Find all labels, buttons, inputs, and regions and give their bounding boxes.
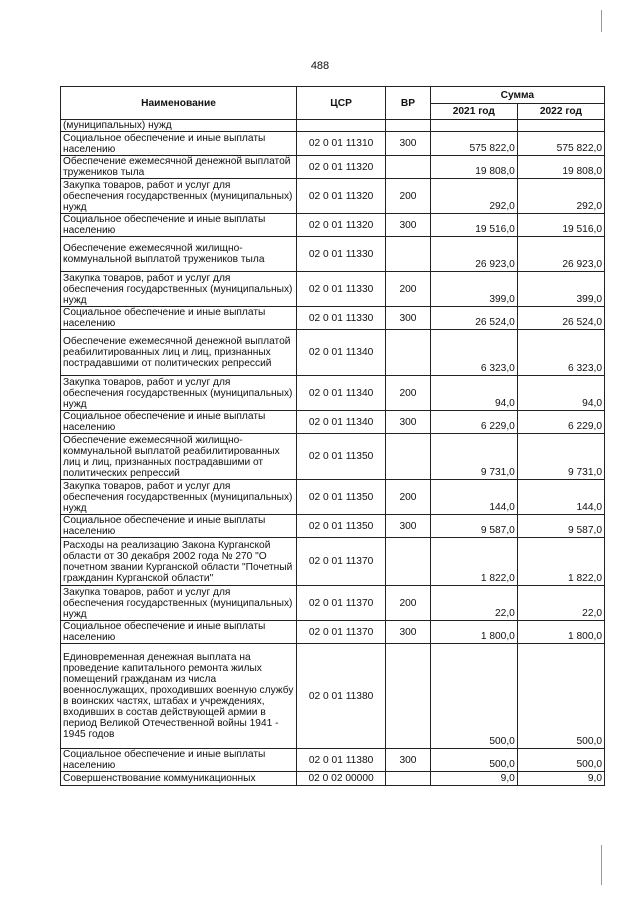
row-csr-cell: 02 0 01 11320 (297, 156, 386, 179)
budget-table (60, 86, 605, 786)
row-vr-cell (386, 772, 431, 786)
row-name-cell: Обеспечение ежемесячной жилищно-коммунальной выплатой реабилитированных лиц и лиц, признанных пострадавшими от политических репрессий (61, 434, 297, 480)
row-2022-cell: 1 800,0 (517, 621, 604, 644)
row-2021-cell: 26 524,0 (430, 307, 517, 330)
row-2021-cell: 6 323,0 (430, 330, 517, 376)
row-2021-cell: 26 923,0 (430, 237, 517, 272)
table-header (61, 87, 605, 120)
row-csr-cell: 02 0 01 11350 (297, 515, 386, 538)
table-row (61, 307, 605, 330)
table-row (61, 132, 605, 156)
row-csr-cell: 02 0 01 11340 (297, 411, 386, 434)
row-csr-cell: 02 0 01 11380 (297, 644, 386, 749)
row-2021-cell: 500,0 (430, 644, 517, 749)
row-2022-cell: 9,0 (517, 772, 604, 786)
header-sum: Сумма (430, 87, 604, 104)
row-name-cell: Обеспечение ежемесячной денежной выплатой тружеников тыла (61, 156, 297, 179)
row-vr-cell: 200 (386, 179, 431, 214)
row-csr-cell: 02 0 01 11320 (297, 214, 386, 237)
row-2022-cell: 6 229,0 (517, 411, 604, 434)
row-csr-cell (297, 120, 386, 132)
row-vr-cell: 200 (386, 376, 431, 411)
row-vr-cell (386, 120, 431, 132)
row-csr-cell: 02 0 02 00000 (297, 772, 386, 786)
header-vr: ВР (386, 87, 431, 120)
row-2022-cell: 19 516,0 (517, 214, 604, 237)
row-2021-cell: 575 822,0 (430, 132, 517, 156)
table-row (61, 214, 605, 237)
row-2021-cell: 9 731,0 (430, 434, 517, 480)
row-vr-cell (386, 434, 431, 480)
row-csr-cell: 02 0 01 11330 (297, 307, 386, 330)
row-vr-cell (386, 330, 431, 376)
row-csr-cell: 02 0 01 11330 (297, 237, 386, 272)
row-2021-cell: 144,0 (430, 480, 517, 515)
row-2021-cell: 500,0 (430, 749, 517, 772)
row-2022-cell: 144,0 (517, 480, 604, 515)
row-2021-cell: 94,0 (430, 376, 517, 411)
table-row (61, 538, 605, 586)
row-2021-cell (430, 120, 517, 132)
table-row (61, 120, 605, 132)
row-2022-cell: 292,0 (517, 179, 604, 214)
row-vr-cell: 200 (386, 272, 431, 307)
row-vr-cell: 300 (386, 749, 431, 772)
row-csr-cell: 02 0 01 11340 (297, 376, 386, 411)
row-csr-cell: 02 0 01 11370 (297, 586, 386, 621)
table-row (61, 586, 605, 621)
table-body (61, 120, 605, 786)
row-2022-cell: 94,0 (517, 376, 604, 411)
budget-table-wrapper (60, 86, 605, 786)
row-vr-cell (386, 156, 431, 179)
row-2022-cell: 26 524,0 (517, 307, 604, 330)
row-2021-cell: 292,0 (430, 179, 517, 214)
row-csr-cell: 02 0 01 11370 (297, 621, 386, 644)
row-csr-cell: 02 0 01 11330 (297, 272, 386, 307)
row-csr-cell: 02 0 01 11350 (297, 434, 386, 480)
row-name-cell: Закупка товаров, работ и услуг для обеспечения государственных (муниципальных) нужд (61, 480, 297, 515)
row-vr-cell (386, 644, 431, 749)
row-vr-cell: 200 (386, 480, 431, 515)
table-row (61, 272, 605, 307)
row-vr-cell (386, 538, 431, 586)
row-2021-cell: 22,0 (430, 586, 517, 621)
row-vr-cell: 300 (386, 307, 431, 330)
row-2022-cell: 500,0 (517, 644, 604, 749)
row-csr-cell: 02 0 01 11320 (297, 179, 386, 214)
row-name-cell: Совершенствование коммуникационных (61, 772, 297, 786)
table-row (61, 480, 605, 515)
row-2021-cell: 1 822,0 (430, 538, 517, 586)
row-2022-cell: 26 923,0 (517, 237, 604, 272)
page-number: 488 (310, 60, 330, 72)
table-row (61, 621, 605, 644)
row-vr-cell: 300 (386, 621, 431, 644)
header-csr: ЦСР (297, 87, 386, 120)
table-row (61, 179, 605, 214)
row-name-cell: (муниципальных) нужд (61, 120, 297, 132)
row-vr-cell (386, 237, 431, 272)
scan-edge-mark (601, 845, 602, 885)
row-name-cell: Социальное обеспечение и иные выплаты населению (61, 749, 297, 772)
table-row (61, 434, 605, 480)
row-name-cell: Социальное обеспечение и иные выплаты населению (61, 307, 297, 330)
row-name-cell: Социальное обеспечение и иные выплаты населению (61, 132, 297, 156)
row-vr-cell: 300 (386, 132, 431, 156)
row-2022-cell (517, 120, 604, 132)
row-2022-cell: 6 323,0 (517, 330, 604, 376)
header-2021: 2021 год (430, 104, 517, 120)
row-2022-cell: 9 587,0 (517, 515, 604, 538)
table-row (61, 515, 605, 538)
row-csr-cell: 02 0 01 11370 (297, 538, 386, 586)
row-csr-cell: 02 0 01 11310 (297, 132, 386, 156)
row-name-cell: Обеспечение ежемесячной жилищно-коммунальной выплатой тружеников тыла (61, 237, 297, 272)
table-row (61, 644, 605, 749)
row-name-cell: Единовременная денежная выплата на проведение капитального ремонта жилых помещений гражданам из числа военнослужащих, проходивших военную службу в воинских частях, штабах и учреждениях, входивших в состав действующей армии в период Великой Отечественной войны 1941 - 1945 годов (61, 644, 297, 749)
row-2022-cell: 22,0 (517, 586, 604, 621)
row-name-cell: Социальное обеспечение и иные выплаты населению (61, 411, 297, 434)
row-name-cell: Закупка товаров, работ и услуг для обеспечения государственных (муниципальных) нужд (61, 179, 297, 214)
row-2021-cell: 399,0 (430, 272, 517, 307)
row-2021-cell: 9,0 (430, 772, 517, 786)
table-row (61, 411, 605, 434)
row-2022-cell: 1 822,0 (517, 538, 604, 586)
row-2021-cell: 1 800,0 (430, 621, 517, 644)
row-name-cell: Закупка товаров, работ и услуг для обеспечения государственных (муниципальных) нужд (61, 376, 297, 411)
table-row (61, 156, 605, 179)
table-row (61, 237, 605, 272)
row-name-cell: Социальное обеспечение и иные выплаты населению (61, 515, 297, 538)
scan-edge-mark (601, 10, 602, 32)
table-row (61, 376, 605, 411)
row-2022-cell: 575 822,0 (517, 132, 604, 156)
row-vr-cell: 300 (386, 214, 431, 237)
row-vr-cell: 300 (386, 411, 431, 434)
row-vr-cell: 300 (386, 515, 431, 538)
row-name-cell: Обеспечение ежемесячной денежной выплатой реабилитированных лиц и лиц, признанных пострадавшими от политических репрессий (61, 330, 297, 376)
row-csr-cell: 02 0 01 11340 (297, 330, 386, 376)
table-row (61, 772, 605, 786)
row-2021-cell: 6 229,0 (430, 411, 517, 434)
row-csr-cell: 02 0 01 11380 (297, 749, 386, 772)
row-csr-cell: 02 0 01 11350 (297, 480, 386, 515)
header-name: Наименование (61, 87, 297, 120)
row-2022-cell: 19 808,0 (517, 156, 604, 179)
row-name-cell: Закупка товаров, работ и услуг для обеспечения государственных (муниципальных) нужд (61, 272, 297, 307)
row-2021-cell: 19 516,0 (430, 214, 517, 237)
row-2022-cell: 399,0 (517, 272, 604, 307)
row-name-cell: Расходы на реализацию Закона Курганской области от 30 декабря 2002 года № 270 "О почетном звании Курганской области "Почетный гражданин Курганской области" (61, 538, 297, 586)
row-name-cell: Закупка товаров, работ и услуг для обеспечения государственных (муниципальных) нужд (61, 586, 297, 621)
row-2021-cell: 19 808,0 (430, 156, 517, 179)
table-row (61, 749, 605, 772)
row-vr-cell: 200 (386, 586, 431, 621)
row-name-cell: Социальное обеспечение и иные выплаты населению (61, 214, 297, 237)
row-2022-cell: 500,0 (517, 749, 604, 772)
row-2022-cell: 9 731,0 (517, 434, 604, 480)
header-2022: 2022 год (517, 104, 604, 120)
row-name-cell: Социальное обеспечение и иные выплаты населению (61, 621, 297, 644)
table-row (61, 330, 605, 376)
row-2021-cell: 9 587,0 (430, 515, 517, 538)
